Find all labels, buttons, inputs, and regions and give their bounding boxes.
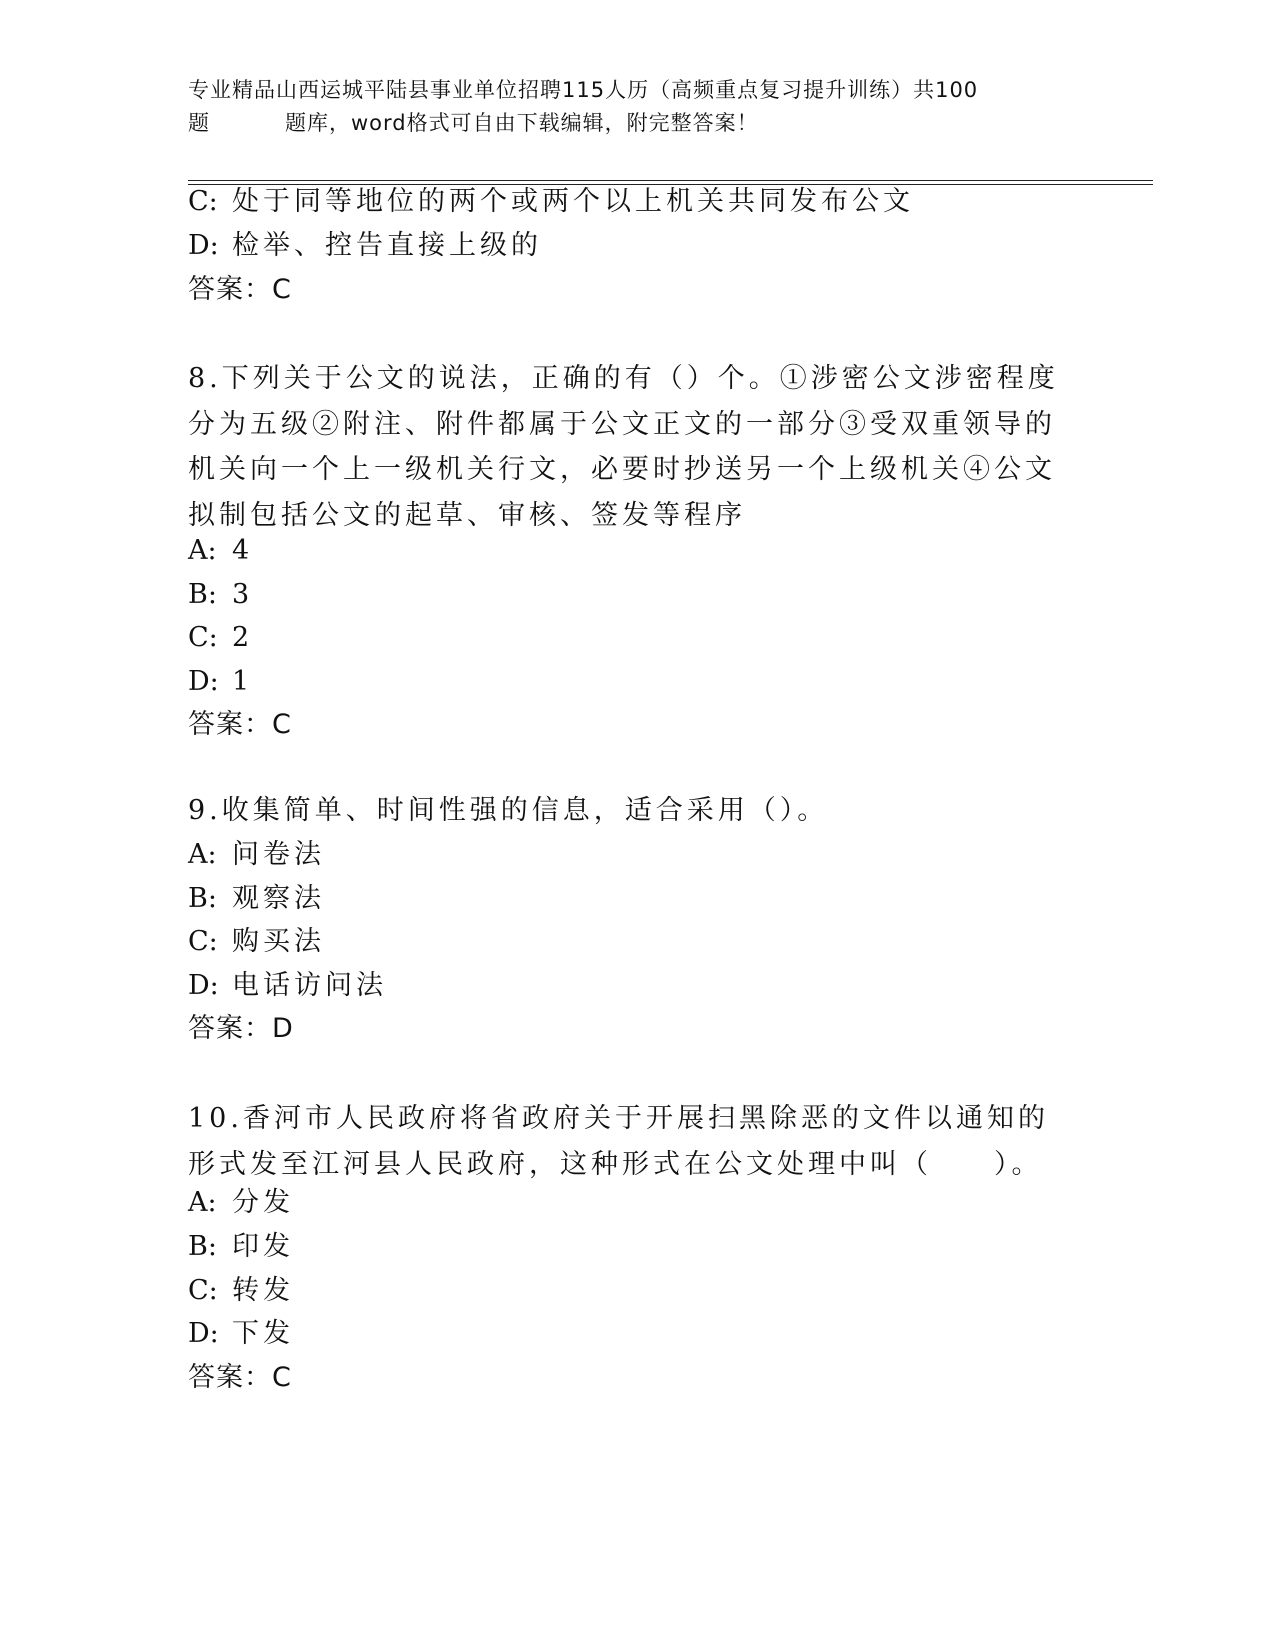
question-10-text: 10.香河市人民政府将省政府关于开展扫黑除恶的文件以通知的形式发至江河县人民政府，这种形式在公文处理中叫（ ）。 — [188, 1103, 1049, 1180]
q8-option-d: D: 1 — [188, 666, 254, 697]
q10-option-c: C: 转发 — [188, 1275, 294, 1306]
q10-option-d: D: 下发 — [188, 1318, 294, 1349]
q8-option-b: B: 3 — [188, 579, 254, 610]
q9-option-b: B: 观察法 — [188, 883, 325, 914]
question-9-text: 9.收集简单、时间性强的信息，适合采用（）。 — [188, 795, 829, 826]
header-divider-bottom — [188, 184, 1153, 185]
option-d: D: 检举、控告直接上级的 — [188, 230, 542, 261]
q8-option-a: A: 4 — [188, 535, 254, 566]
document-header — [188, 74, 1088, 140]
header-line-2-right: 题库，word格式可自由下载编辑，附完整答案！ — [285, 111, 759, 135]
header-line-1: 专业精品山西运城平陆县事业单位招聘115人历（高频重点复习提升训练）共100 — [188, 78, 979, 102]
option-c: C: 处于同等地位的两个或两个以上机关共同发布公文 — [188, 186, 914, 217]
header-divider-top — [188, 180, 1153, 181]
answer-line: 答案：C — [188, 274, 292, 305]
q8-answer: 答案：C — [188, 709, 292, 740]
header-line-2-left: 题 — [188, 111, 210, 135]
q10-answer: 答案：C — [188, 1362, 292, 1393]
header-line-2 — [188, 107, 1088, 140]
q9-option-d: D: 电话访问法 — [188, 970, 387, 1001]
q8-option-c: C: 2 — [188, 622, 254, 653]
q9-option-a: A: 问卷法 — [188, 839, 325, 870]
question-8-text: 8.下列关于公文的说法，正确的有（）个。①涉密公文涉密程度分为五级②附注、附件都属于公文正文的一部分③受双重领导的机关向一个上一级机关行文，必要时抄送另一个上级机关④公文拟制包括公文的起草、审核、签发等程序 — [188, 363, 1059, 531]
q10-option-b: B: 印发 — [188, 1231, 294, 1262]
q10-option-a: A: 分发 — [188, 1187, 294, 1218]
q9-answer: 答案：D — [188, 1013, 294, 1044]
q9-option-c: C: 购买法 — [188, 926, 325, 957]
